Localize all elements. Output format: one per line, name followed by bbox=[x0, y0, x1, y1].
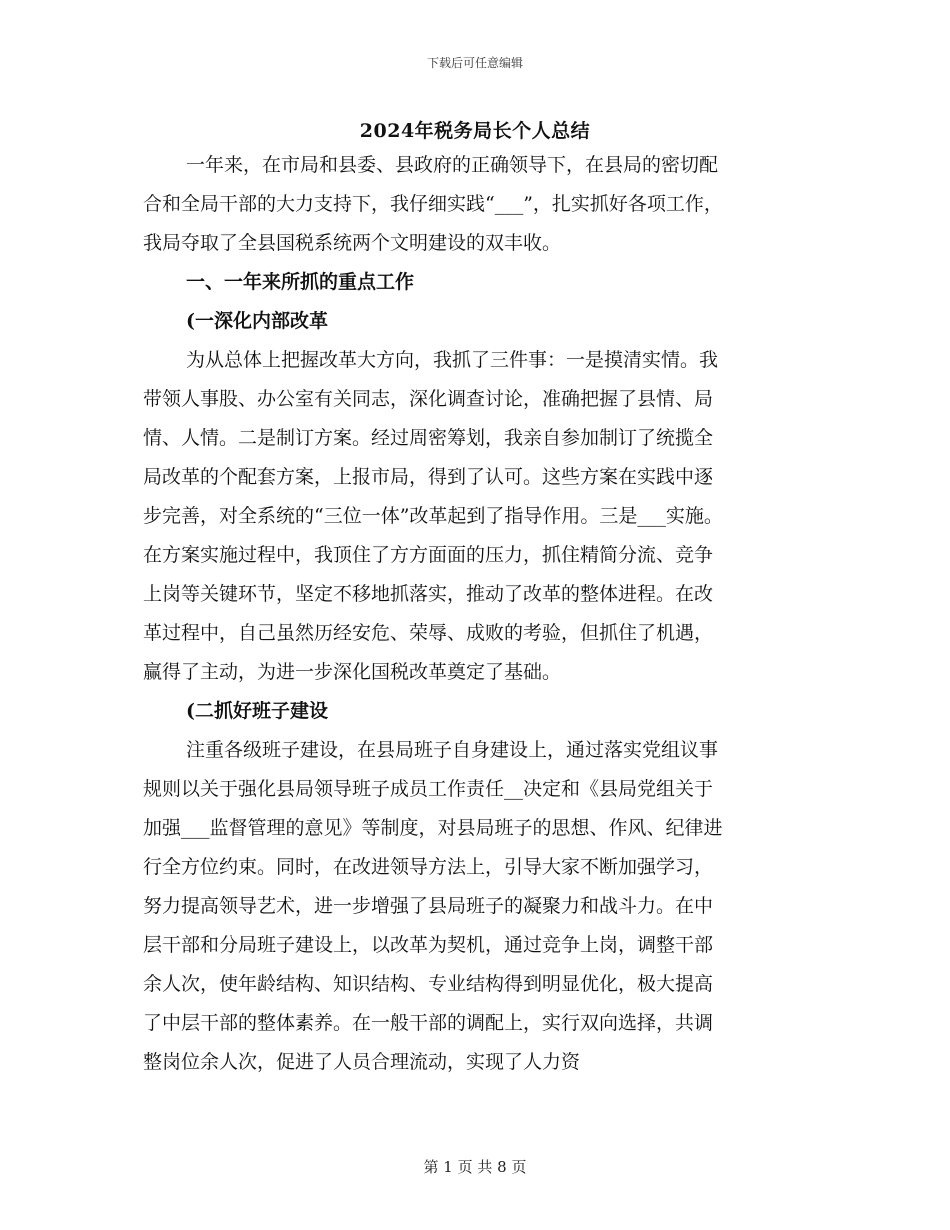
document-body bbox=[143, 146, 823, 1082]
body-line: 上岗等关键环节，坚定不移地抓落实，推动了改革的整体进程。在改 bbox=[143, 583, 714, 605]
body-line: 行全方位约束。同时，在改进领导方法上，引导大家不断加强学习， bbox=[143, 856, 714, 878]
body-line: 情、人情。二是制订方案。经过周密筹划，我亲自参加制订了统揽全 bbox=[143, 427, 714, 449]
body-line: 在方案实施过程中，我顶住了方方面面的压力，抓住精简分流、竞争 bbox=[143, 544, 714, 566]
body-line: 局改革的个配套方案，上报市局，得到了认可。这些方案在实践中逐 bbox=[143, 466, 714, 488]
body-line: 为从总体上把握改革大方向，我抓了三件事：一是摸清实情。我 bbox=[186, 349, 719, 371]
body-line: 规则以关于强化县局领导班子成员工作责任__决定和《县局党组关于 bbox=[143, 778, 714, 800]
body-line: 合和全局干部的大力支持下，我仔细实践“___”，扎实抓好各项工作， bbox=[143, 193, 723, 215]
document-title: 2024年税务局长个人总结 bbox=[359, 120, 591, 142]
page-header: 下载后可任意编辑 bbox=[426, 56, 523, 70]
body-line: 整岗位余人次，促进了人员合理流动，实现了人力资 bbox=[143, 1051, 581, 1073]
body-line: 余人次，使年龄结构、知识结构、专业结构得到明显优化，极大提高 bbox=[143, 973, 714, 995]
body-line: 层干部和分局班子建设上，以改革为契机，通过竞争上岗，调整干部 bbox=[143, 934, 714, 956]
page-number: 第 1 页 共 8 页 bbox=[423, 1158, 527, 1176]
section-heading: 一、一年来所抓的重点工作 bbox=[186, 271, 415, 293]
body-line: 我局夺取了全县国税系统两个文明建设的双丰收。 bbox=[143, 232, 562, 254]
body-line: 加强___监督管理的意见》等制度，对县局班子的思想、作风、纪律进 bbox=[143, 817, 723, 839]
body-line: 步完善，对全系统的“三位一体”改革起到了指导作用。三是___实施。 bbox=[143, 505, 723, 527]
body-line: 了中层干部的整体素养。在一般干部的调配上，实行双向选择，共调 bbox=[143, 1012, 714, 1034]
body-line: 一年来，在市局和县委、县政府的正确领导下，在县局的密切配 bbox=[186, 154, 719, 176]
subsection-heading: (二抓好班子建设 bbox=[186, 700, 328, 722]
subsection-heading: (一深化内部改革 bbox=[186, 310, 328, 332]
body-line: 赢得了主动，为进一步深化国税改革奠定了基础。 bbox=[143, 661, 562, 683]
body-line: 注重各级班子建设，在县局班子自身建设上，通过落实党组议事 bbox=[186, 739, 719, 761]
body-line: 带领人事股、办公室有关同志，深化调查讨论，准确把握了县情、局 bbox=[143, 388, 714, 410]
body-line: 革过程中，自己虽然历经安危、荣辱、成败的考验，但抓住了机遇， bbox=[143, 622, 714, 644]
body-line: 努力提高领导艺术，进一步增强了县局班子的凝聚力和战斗力。在中 bbox=[143, 895, 714, 917]
